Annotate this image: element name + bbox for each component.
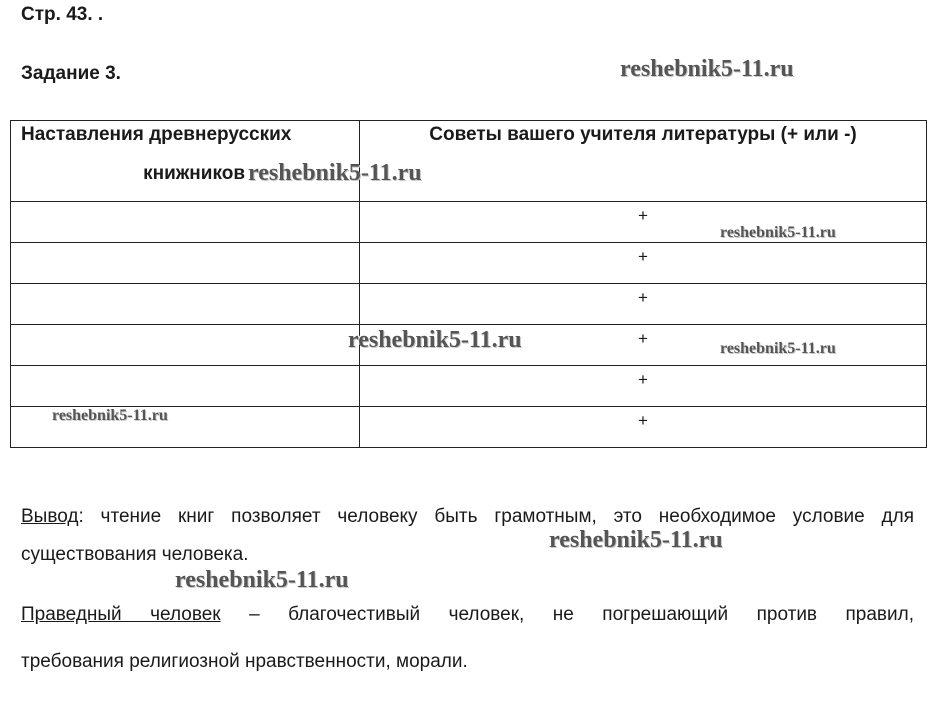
table-cell-mark bbox=[360, 243, 927, 284]
table-cell-instruction bbox=[11, 284, 360, 325]
watermark-text: reshebnik5-11.ru bbox=[620, 56, 794, 82]
table-cell-instruction bbox=[11, 366, 360, 407]
conclusion-text: чтение книг позволяет человеку быть грамотным, это необходимое условие для существования человека. bbox=[21, 506, 914, 565]
column-header-line-2: книжников bbox=[143, 163, 245, 184]
table-cell-instruction bbox=[11, 243, 360, 284]
table-row bbox=[11, 366, 927, 407]
watermark-text: reshebnik5-11.ru bbox=[348, 327, 522, 353]
conclusion-label: Вывод bbox=[21, 506, 79, 527]
mark-plus: + bbox=[638, 206, 648, 225]
definition-text: – благочестивый человек, не погрешающий против правил, bbox=[220, 604, 914, 625]
mark-plus: + bbox=[638, 288, 648, 307]
watermark-text: reshebnik5-11.ru bbox=[248, 160, 422, 186]
mark-plus: + bbox=[638, 247, 648, 266]
definition-paragraph-line-2 bbox=[21, 643, 914, 681]
table-cell-mark bbox=[360, 284, 927, 325]
task-table bbox=[10, 120, 927, 448]
table-row bbox=[11, 243, 927, 284]
table-header-row bbox=[11, 121, 927, 202]
table-cell-instruction bbox=[11, 202, 360, 243]
column-header-advice-text: Советы вашего учителя литературы (+ или -) bbox=[429, 124, 857, 145]
table-cell-mark bbox=[360, 366, 927, 407]
watermark-text: reshebnik5-11.ru bbox=[52, 407, 168, 424]
mark-plus: + bbox=[638, 370, 648, 389]
watermark-text: reshebnik5-11.ru bbox=[549, 527, 723, 553]
conclusion-paragraph bbox=[21, 498, 914, 574]
mark-plus: + bbox=[638, 329, 648, 348]
watermark-text: reshebnik5-11.ru bbox=[720, 224, 836, 241]
table-cell-instruction bbox=[11, 325, 360, 366]
definition-text-line-2: требования религиозной нравственности, морали. bbox=[21, 651, 468, 672]
task-title: Задание 3. bbox=[21, 63, 121, 84]
conclusion-colon: : bbox=[78, 506, 84, 527]
table-cell-mark bbox=[360, 202, 927, 243]
table-row bbox=[11, 284, 927, 325]
watermark-text: reshebnik5-11.ru bbox=[175, 567, 349, 593]
mark-plus: + bbox=[638, 411, 648, 430]
definition-paragraph bbox=[21, 596, 914, 634]
column-header-advice bbox=[360, 121, 927, 202]
page-reference: Стр. 43. . bbox=[21, 4, 104, 25]
column-header-line-1: Наставления древнерусских bbox=[21, 124, 292, 145]
watermark-text: reshebnik5-11.ru bbox=[720, 340, 836, 357]
table-cell-mark bbox=[360, 407, 927, 448]
definition-term: Праведный человек bbox=[21, 604, 221, 625]
